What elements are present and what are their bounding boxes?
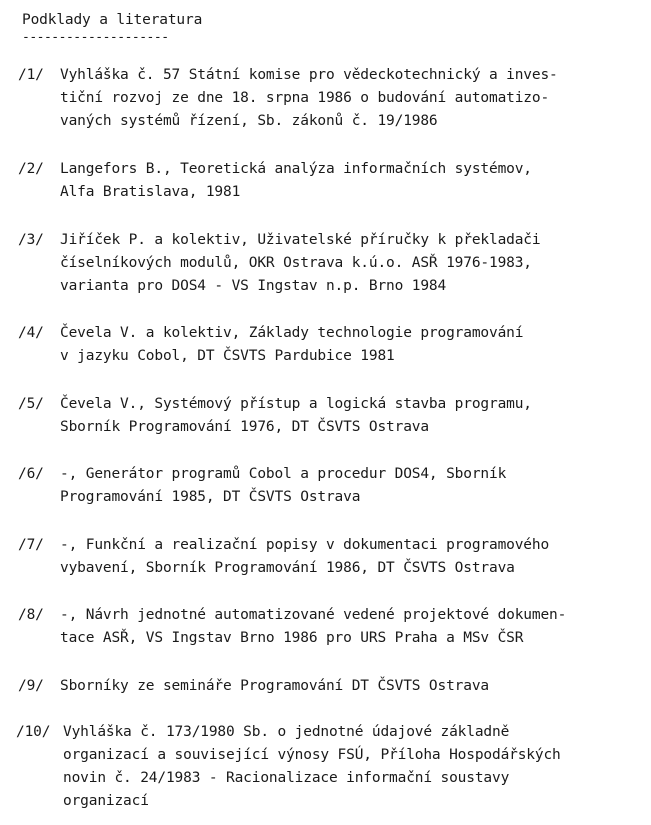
reference-line: tace ASŘ, VS Ingstav Brno 1986 pro URS Praha a MSv ČSR — [60, 630, 524, 646]
reference-line: Čevela V. a kolektiv, Základy technologie programování — [60, 325, 524, 341]
reference-line: Langefors B., Teoretická analýza informačních systémov, — [60, 161, 532, 177]
reference-line: novin č. 24/1983 - Racionalizace informační soustavy — [63, 770, 510, 786]
reference-line: vaných systémů řízení, Sb. zákonů č. 19/1986 — [60, 113, 438, 129]
reference-line: Alfa Bratislava, 1981 — [60, 184, 241, 200]
reference-number: /10/ — [16, 724, 51, 740]
reference-line: Sborník Programování 1976, DT ČSVTS Ostrava — [60, 419, 429, 435]
reference-line: -, Návrh jednotné automatizované vedené projektové dokumen- — [60, 607, 567, 623]
reference-line: Vyhláška č. 173/1980 Sb. o jednotné údajové základně — [63, 724, 510, 740]
reference-line: -, Funkční a realizační popisy v dokumentaci programového — [60, 537, 550, 553]
reference-line: Vyhláška č. 57 Státní komise pro vědeckotechnický a inves- — [60, 67, 558, 83]
reference-number: /9/ — [18, 678, 44, 694]
reference-line: Sborníky ze semináře Programování DT ČSVTS Ostrava — [60, 678, 489, 694]
reference-number: /8/ — [18, 607, 44, 623]
reference-line: -, Generátor programů Cobol a procedur DOS4, Sborník — [60, 466, 507, 482]
reference-line: organizací — [63, 793, 149, 809]
reference-number: /7/ — [18, 537, 44, 553]
reference-number: /2/ — [18, 161, 44, 177]
section-heading: Podklady a literatura — [22, 12, 203, 28]
reference-line: tiční rozvoj ze dne 18. srpna 1986 o budování automatizo- — [60, 90, 550, 106]
reference-number: /3/ — [18, 232, 44, 248]
reference-number: /6/ — [18, 466, 44, 482]
reference-number: /5/ — [18, 396, 44, 412]
reference-number: /4/ — [18, 325, 44, 341]
reference-line: číselníkových modulů, OKR Ostrava k.ú.o. ASŘ 1976-1983, — [60, 255, 532, 271]
reference-line: Čevela V., Systémový přístup a logická stavba programu, — [60, 396, 532, 412]
reference-line: v jazyku Cobol, DT ČSVTS Pardubice 1981 — [60, 348, 395, 364]
reference-line: Programování 1985, DT ČSVTS Ostrava — [60, 489, 361, 505]
heading-underline: -------------------- — [22, 30, 169, 45]
reference-line: organizací a související výnosy FSÚ, Příloha Hospodářských — [63, 747, 561, 763]
reference-line: varianta pro DOS4 - VS Ingstav n.p. Brno 1984 — [60, 278, 447, 294]
reference-number: /1/ — [18, 67, 44, 83]
reference-line: vybavení, Sborník Programování 1986, DT ČSVTS Ostrava — [60, 560, 515, 576]
reference-line: Jiříček P. a kolektiv, Uživatelské příručky k překladači — [60, 232, 541, 248]
